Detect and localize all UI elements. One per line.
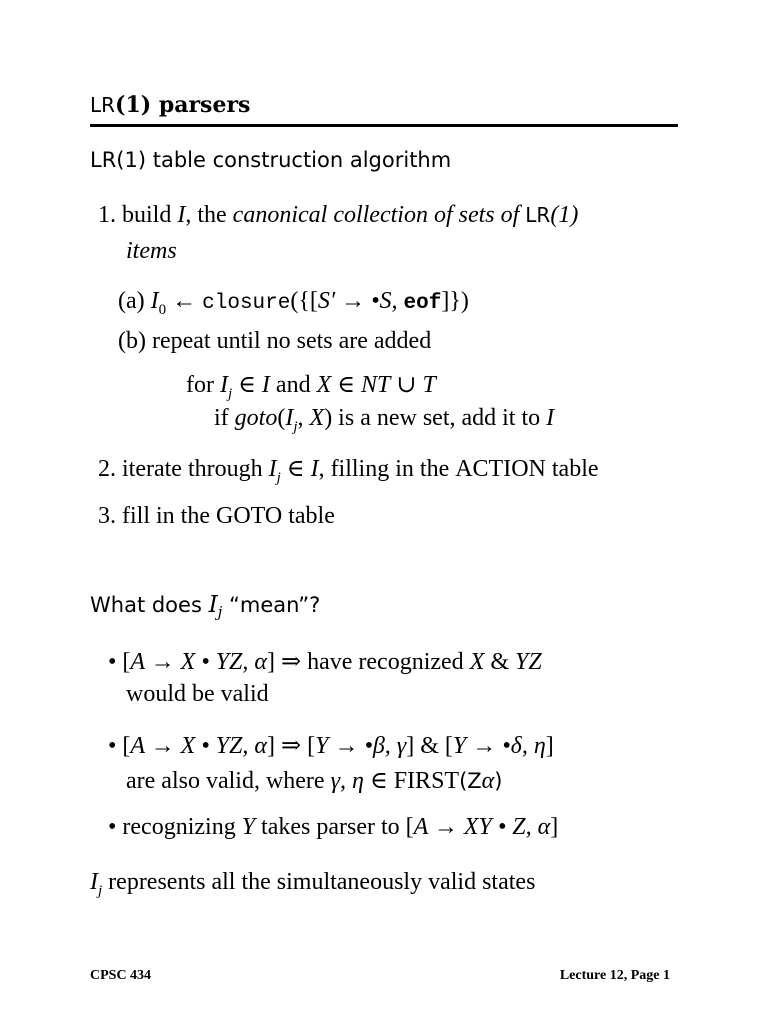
section-heading-algorithm <box>90 148 451 172</box>
step-1b-text: repeat until no sets are added <box>151 328 432 354</box>
math-arrow: ← <box>166 288 203 314</box>
bullet-2-item: A → X • YZ, α <box>130 733 267 759</box>
step-1b-label: (b) <box>118 328 146 354</box>
step-1-number: 1. <box>98 202 116 228</box>
bullet-1-text: ] ⇒ have recognized <box>267 649 470 675</box>
step-1a-label: (a) <box>118 288 145 314</box>
if-sub-j: j <box>293 418 298 435</box>
if-paren: ( <box>277 405 286 431</box>
bullet-3-text-b: takes parser to [ <box>255 814 414 840</box>
if-goto: goto <box>234 405 278 431</box>
code-closure: closure <box>202 292 291 315</box>
step-1b <box>118 328 431 355</box>
step-2-text-e: , filling in the <box>318 456 456 482</box>
if-I: I <box>546 405 555 431</box>
step-2-text-a: iterate through <box>122 456 269 482</box>
if-text: ) is a new set, add it to <box>324 405 547 431</box>
step-3 <box>98 503 335 530</box>
step-3-goto: GOTO <box>215 503 283 529</box>
conclusion-Ij: I <box>90 869 98 895</box>
bullet-1-X: X <box>469 649 485 675</box>
question-Ij: I <box>208 592 218 618</box>
step-1a <box>118 288 469 319</box>
footer-course: CPSC 434 <box>90 968 152 983</box>
bullet-3 <box>108 814 558 841</box>
if-line <box>214 405 554 436</box>
bullet-2-item-delta: Y → •δ, η <box>452 733 546 759</box>
for-T: T <box>422 372 436 398</box>
bullet-2-open: • [ <box>108 733 131 759</box>
title-rest: (1) parsers <box>115 92 251 118</box>
step-2-text-g: table <box>545 456 599 482</box>
question-sub-j: j <box>217 603 223 622</box>
step-1-lr: LR <box>525 203 551 227</box>
bullet-2-line-2 <box>126 766 502 795</box>
math-sub-0: 0 <box>158 301 167 318</box>
math-I: I <box>177 202 186 228</box>
title-lr: LR <box>90 93 116 117</box>
conclusion <box>90 869 535 900</box>
bullet-2-amp: ] & [ <box>406 733 453 759</box>
bullet-2-paren: ) <box>494 769 503 793</box>
if-Ij: I <box>285 405 294 431</box>
for-line <box>186 370 436 403</box>
for-I: I <box>261 372 270 398</box>
bullet-2-implies: ] ⇒ [ <box>267 733 316 759</box>
bullet-2-item-beta: Y → •β, γ <box>315 733 407 759</box>
math-item: S′ → •S, <box>317 288 404 314</box>
if-X: X <box>309 405 325 431</box>
heading-lr: LR <box>90 148 117 172</box>
for-union: ∪ <box>390 372 423 398</box>
for-sub-j: j <box>227 385 233 402</box>
bullet-1-item: A → X • YZ, α <box>130 649 267 675</box>
step-1-text-c: , the <box>185 202 233 228</box>
step-2-action: ACTION <box>455 456 546 482</box>
step-2-sub-j: j <box>276 469 281 486</box>
if-keyword: if <box>214 405 235 431</box>
step-2-number: 2. <box>98 456 116 482</box>
bullet-1 <box>108 647 542 676</box>
step-2-Ij: I <box>268 456 277 482</box>
step-1-items: items <box>126 238 177 264</box>
step-1-one: (1) <box>550 202 579 228</box>
bullet-3-item: A → XY • Z, α <box>413 814 551 840</box>
for-keyword: for <box>186 372 220 398</box>
slide-title <box>90 92 250 118</box>
bullet-1-YZ: YZ <box>515 649 542 675</box>
code-eof: eof <box>403 292 442 315</box>
step-2-in: ∈ <box>280 456 311 482</box>
bullet-2-z: (Z <box>459 769 482 793</box>
for-in2: ∈ <box>331 372 362 398</box>
for-NT: NT <box>361 372 391 398</box>
step-3-number: 3. <box>98 503 116 529</box>
heading-rest: (1) table construction algorithm <box>116 148 452 172</box>
math-close: ]}) <box>441 288 469 314</box>
step-2-I: I <box>310 456 319 482</box>
conclusion-text: represents all the simultaneously valid states <box>102 869 536 895</box>
bullet-1-amp: & <box>484 649 516 675</box>
math-I0: I <box>150 288 159 314</box>
title-rule <box>90 124 678 127</box>
bullet-2-first: FIRST <box>393 768 460 794</box>
bullet-3-close: ] <box>550 814 559 840</box>
bullet-3-text-a: • recognizing <box>108 814 242 840</box>
canonical-collection-text: canonical collection of sets of <box>232 202 526 228</box>
step-1-text-a: build <box>122 202 178 228</box>
bullet-1-open: • [ <box>108 649 131 675</box>
for-and: and <box>269 372 317 398</box>
if-comma: , <box>297 405 310 431</box>
step-1 <box>98 202 578 229</box>
bullet-2-gamma-eta: γ, η <box>330 768 364 794</box>
bullet-1-line-2: would be valid <box>126 681 269 707</box>
for-X: X <box>316 372 332 398</box>
step-2 <box>98 454 599 487</box>
conclusion-sub-j: j <box>98 882 103 899</box>
bullet-2 <box>108 731 554 760</box>
math-open: ({[ <box>290 288 318 314</box>
for-Ij: I <box>219 372 228 398</box>
bullet-2-text: are also valid, where <box>126 768 331 794</box>
section-heading-meaning <box>90 592 320 621</box>
bullet-3-Y: Y <box>241 814 256 840</box>
bullet-2-in: ∈ <box>363 768 394 794</box>
question-text-a: What does <box>90 593 209 617</box>
for-in: ∈ <box>232 372 262 398</box>
footer-page: Lecture 12, Page 1 <box>559 968 670 983</box>
bullet-2-alpha: α <box>481 768 495 794</box>
question-text-b: “mean”? <box>222 593 321 617</box>
step-3-text-a: fill in the <box>122 503 216 529</box>
step-3-text-c: table <box>282 503 335 529</box>
bullet-2-close: ] <box>545 733 554 759</box>
